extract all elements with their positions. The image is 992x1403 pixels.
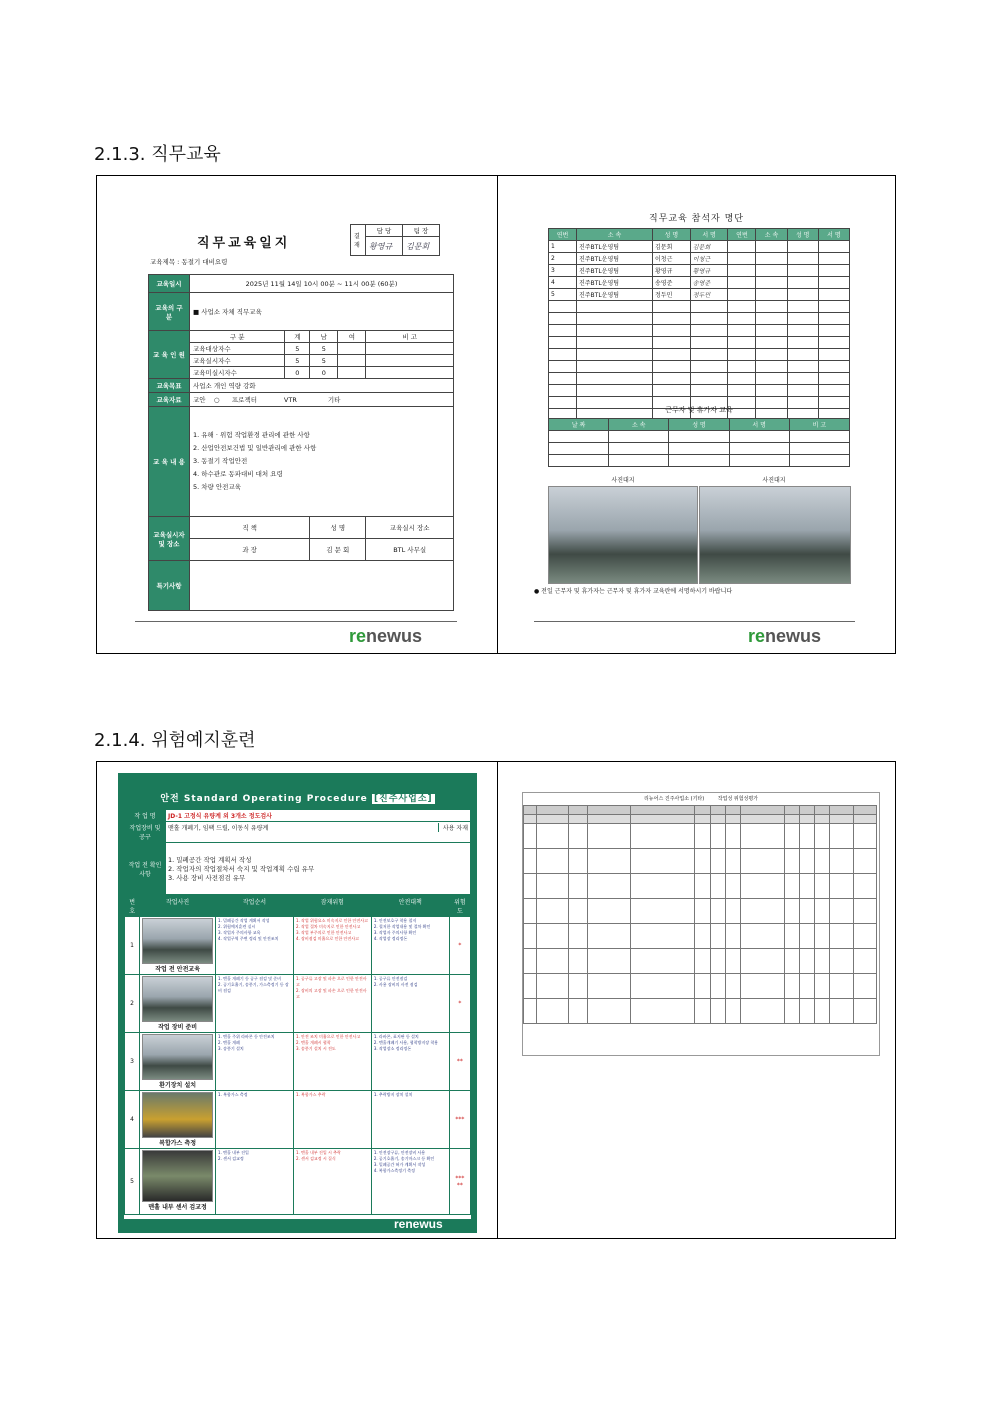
attendance-title: 직무교육 참석자 명단 <box>649 214 744 224</box>
att-sign: 김문회 <box>690 241 728 253</box>
risk-assessment-page <box>498 762 895 1238</box>
absent-header: 날 짜 <box>549 419 609 431</box>
people-cell <box>366 343 454 355</box>
goal-label: 교육목표 <box>149 379 190 393</box>
absent-title: 근무자 및 휴가자 교육 <box>665 406 733 414</box>
sop-sheet <box>118 773 477 1233</box>
equipment-cell: 맨홀 개폐기, 임팩 드릴, 이동식 유량계 사용 자재 <box>166 822 471 843</box>
type-label: 교육의 구 분 <box>149 293 190 331</box>
att-name: 정두민 <box>653 289 691 301</box>
work-name-label: 작 업 명 <box>125 810 166 822</box>
photo-label-1: 사진대지 <box>611 477 635 484</box>
people-header-0: 구 분 <box>190 331 285 343</box>
people-cell: 0 <box>285 367 310 379</box>
renewus-logo: renewus <box>748 626 822 646</box>
people-header-4: 비 고 <box>366 331 454 343</box>
sop-col-header: 작업사진 <box>140 896 216 917</box>
material-label: 교육자료 <box>149 393 190 407</box>
check-list: 1. 밀폐공간 작업 계획서 작성 2. 작업자의 작업절차서 숙지 및 작업계획 수립 유무 3. 사용 장비 사전점검 유무 <box>166 843 471 895</box>
att-header: 성 명 <box>787 229 818 241</box>
sop-step-row: 2 작업 장비 준비 1. 맨홀 개폐기 등 공구 점검 및 준비 2. 공기호흡기, 송풍기, 가스측정기 등 장비 점검 1. 공구류 고장 및 파손 으로 인한 안전사고 2. 장비의 고장 및 파손 으로 인한 안전사고 1. 공구류 안전점검 2. 사용 장비의 사전 점검 * <box>125 975 471 1033</box>
instructor-header-2: 교육실시 장소 <box>366 517 454 539</box>
risk-form-table <box>523 805 877 1024</box>
approval-col2: 팀 장 <box>403 225 440 237</box>
people-cell: 교육미실시자수 <box>190 367 285 379</box>
equipment-label: 작업장비 및 공구 <box>125 822 166 843</box>
absent-header: 비 고 <box>789 419 849 431</box>
footer-rule <box>534 621 855 622</box>
att-header: 서 명 <box>818 229 849 241</box>
material-item: VTR <box>283 396 297 404</box>
check-label: 작업 전 확인사항 <box>125 843 166 895</box>
instructor-header-0: 직 책 <box>190 517 310 539</box>
training-log-page <box>97 176 497 653</box>
risk-training-frame <box>96 761 896 1239</box>
risk-form <box>522 792 880 1056</box>
content-item: 2. 산업안전보건법 및 일반관리에 관한 사항 <box>193 444 317 452</box>
att-no: 4 <box>549 277 577 289</box>
att-dept: 진주BTL운영팀 <box>576 253 652 265</box>
att-no: 2 <box>549 253 577 265</box>
approval-box <box>350 224 440 256</box>
attendance-table <box>548 228 850 421</box>
instructor-label: 교육실시자 및 장소 <box>149 517 190 561</box>
sop-title: 안전 Standard Operating Procedure [진주사업소] <box>160 794 433 804</box>
notes-label: 특기사항 <box>149 561 190 611</box>
log-main-table <box>148 274 454 611</box>
att-dept: 진주BTL운영팀 <box>576 277 652 289</box>
people-label: 교 육 인 원 <box>149 331 190 379</box>
content-label: 교 육 내 용 <box>149 407 190 517</box>
att-sign: 송영준 <box>690 277 728 289</box>
att-header: 서 명 <box>690 229 728 241</box>
training-photo-2 <box>699 486 851 584</box>
att-sign: 이청근 <box>690 253 728 265</box>
instructor-header-1: 성 명 <box>310 517 366 539</box>
sop-col-header: 번호 <box>125 896 140 917</box>
material-item: ○ <box>213 396 220 404</box>
absent-table <box>548 418 850 467</box>
material-item: 기타 <box>327 396 341 404</box>
sop-body <box>124 809 471 1219</box>
section-heading-risk: 2.1.4. 위험예지훈련 <box>94 730 256 751</box>
att-dept: 진주BTL운영팀 <box>576 265 652 277</box>
log-title: 직무교육일지 <box>197 236 291 251</box>
sop-col-header: 잠재위험 <box>293 896 371 917</box>
people-cell: 5 <box>310 355 338 367</box>
people-header-2: 남 <box>310 331 338 343</box>
datetime-value: 2025년 11월 14일 10시 00분 ~ 11시 00분 (60분) <box>190 275 454 293</box>
content-list <box>190 407 454 517</box>
notes-value <box>190 561 454 611</box>
att-header: 연번 <box>728 229 756 241</box>
content-item: 3. 동절기 작업안전 <box>193 457 248 465</box>
people-cell: 0 <box>310 367 338 379</box>
sop-step-row: 4 복합가스 측정 1. 복합가스 측정 1. 복합가스 추락 1. 추락방지 장치 설치 *** <box>125 1091 471 1149</box>
instructor-value-2: BTL 사무실 <box>366 539 454 561</box>
people-cell <box>366 367 454 379</box>
people-cell: 교육실시자수 <box>190 355 285 367</box>
material-item: 교안 <box>193 396 206 404</box>
att-no: 1 <box>549 241 577 253</box>
people-cell <box>338 343 366 355</box>
log-subject: 교육제목 : 동절기 대비요령 <box>150 258 228 266</box>
datetime-label: 교육일시 <box>149 275 190 293</box>
type-value: ■ 사업소 자체 직무교육 <box>190 293 454 331</box>
content-item: 1. 유해 · 위험 작업환경 관리에 관한 사항 <box>193 431 310 439</box>
approval-col1: 담 당 <box>366 225 403 237</box>
sop-col-header: 위험도 <box>449 896 470 917</box>
att-dept: 진주BTL운영팀 <box>576 289 652 301</box>
att-header: 소 속 <box>576 229 652 241</box>
training-photo-1 <box>548 486 698 584</box>
goal-value: 사업소 개인 역량 강화 <box>190 379 454 393</box>
att-name: 황영규 <box>653 265 691 277</box>
materials-cell <box>190 393 454 407</box>
att-name: 이청근 <box>653 253 691 265</box>
instructor-value-1: 김 문 회 <box>310 539 366 561</box>
section-heading-training: 2.1.3. 직무교육 <box>94 144 221 165</box>
photo-label-2: 사진대지 <box>762 477 786 484</box>
content-item: 4. 하수관로 동파대비 대처 요령 <box>193 470 283 478</box>
approval-sign2: 김문회 <box>403 237 440 256</box>
sop-col-header: 안전대책 <box>371 896 449 917</box>
att-header: 소 속 <box>756 229 787 241</box>
att-header: 성 명 <box>653 229 691 241</box>
approval-side: 결재 <box>351 225 366 256</box>
risk-form-company: 리뉴어스 진주사업소 (기타) 작업성 위험성평가 <box>643 796 759 802</box>
people-cell: 5 <box>285 343 310 355</box>
att-no: 3 <box>549 265 577 277</box>
people-cell <box>338 355 366 367</box>
people-cell <box>366 355 454 367</box>
people-header-1: 계 <box>285 331 310 343</box>
people-header-3: 여 <box>338 331 366 343</box>
people-cell <box>338 367 366 379</box>
att-no: 5 <box>549 289 577 301</box>
footer-rule <box>135 621 457 622</box>
att-sign: 정두민 <box>690 289 728 301</box>
sop-step-row: 3 환기장치 설치 1. 맨홀 주위 라바콘 등 안전조치 2. 맨홀 개폐 3. 송풍기 설치 1. 안전 조치 미흡으로 인한 안전사고 2. 맨홀 개폐시 협착 3. 송풍기 설치 시 전도 1. 라바콘, 표지판 등 설치 2. 맨홀개폐기 사용, 협착방지장 착용 3. 작업장소 정리정돈 ** <box>125 1033 471 1091</box>
training-photo-frame <box>96 175 896 654</box>
instructor-value-0: 과 장 <box>190 539 310 561</box>
sop-renewus-logo: renewus <box>394 1217 443 1231</box>
sop-col-header: 작업순서 <box>216 896 294 917</box>
att-header: 연번 <box>549 229 577 241</box>
people-cell: 5 <box>310 343 338 355</box>
att-name: 김문회 <box>653 241 691 253</box>
training-log-form <box>142 224 454 624</box>
att-name: 송영준 <box>653 277 691 289</box>
sop-header-table <box>124 809 471 895</box>
sop-step-row: 5 맨홀 내부 센서 검교정 1. 맨홀 내부 진입 2. 센서 검교정 1. 맨홀 내부 진입 시 추락 2. 센서 검교정 시 질식 1. 안전장구류, 안전장비 사용 2. 공기호흡기, 송기마스크 등 확인 3. 밀폐공간 허가 계획서 작성 4. 복합가스측정기 측정 *** ** <box>125 1149 471 1215</box>
att-sign: 황영규 <box>690 265 728 277</box>
content-item: 5. 차량 안전교육 <box>193 483 242 491</box>
sop-steps-table <box>124 895 471 1215</box>
work-name: JD-1 고정식 유량계 외 3개소 정도검사 <box>166 810 471 822</box>
material-item: 프로젝터 <box>231 396 258 404</box>
approval-sign1: 황영규 <box>366 237 403 256</box>
absent-header: 소 속 <box>609 419 669 431</box>
attendance-page <box>498 176 895 653</box>
att-dept: 진주BTL운영팀 <box>576 241 652 253</box>
attendance-footnote: ● 전일 근무자 및 휴가자는 근무자 및 휴가자 교육란에 서명하시기 바랍니다 <box>534 588 733 595</box>
absent-header: 서 명 <box>729 419 789 431</box>
people-cell: 교육대상자수 <box>190 343 285 355</box>
absent-header: 성 명 <box>669 419 729 431</box>
sop-step-row: 1 작업 전 안전교육 1. 밀폐공간 작업 계획서 작성 2. 위험예지훈련 실시 3. 작업자 주의사항 교육 4. 작업구역 주변 정리 및 안전조치 1. 작업 위험요소 미숙지로 인한 안전사고 2. 작업 절차 미숙지로 인한 안전사고 3. 작업 부주의로 인한 안전사고 4. 장비점검 미흡으로 인한 안전사고 1. 안전보호구 착용 철저 2. 철저한 작업내용 및 절차 확인 3. 작업자 주의사항 확인 4. 작업장 정리정돈 * <box>125 917 471 975</box>
people-cell: 5 <box>285 355 310 367</box>
renewus-logo: renewus <box>349 626 423 646</box>
